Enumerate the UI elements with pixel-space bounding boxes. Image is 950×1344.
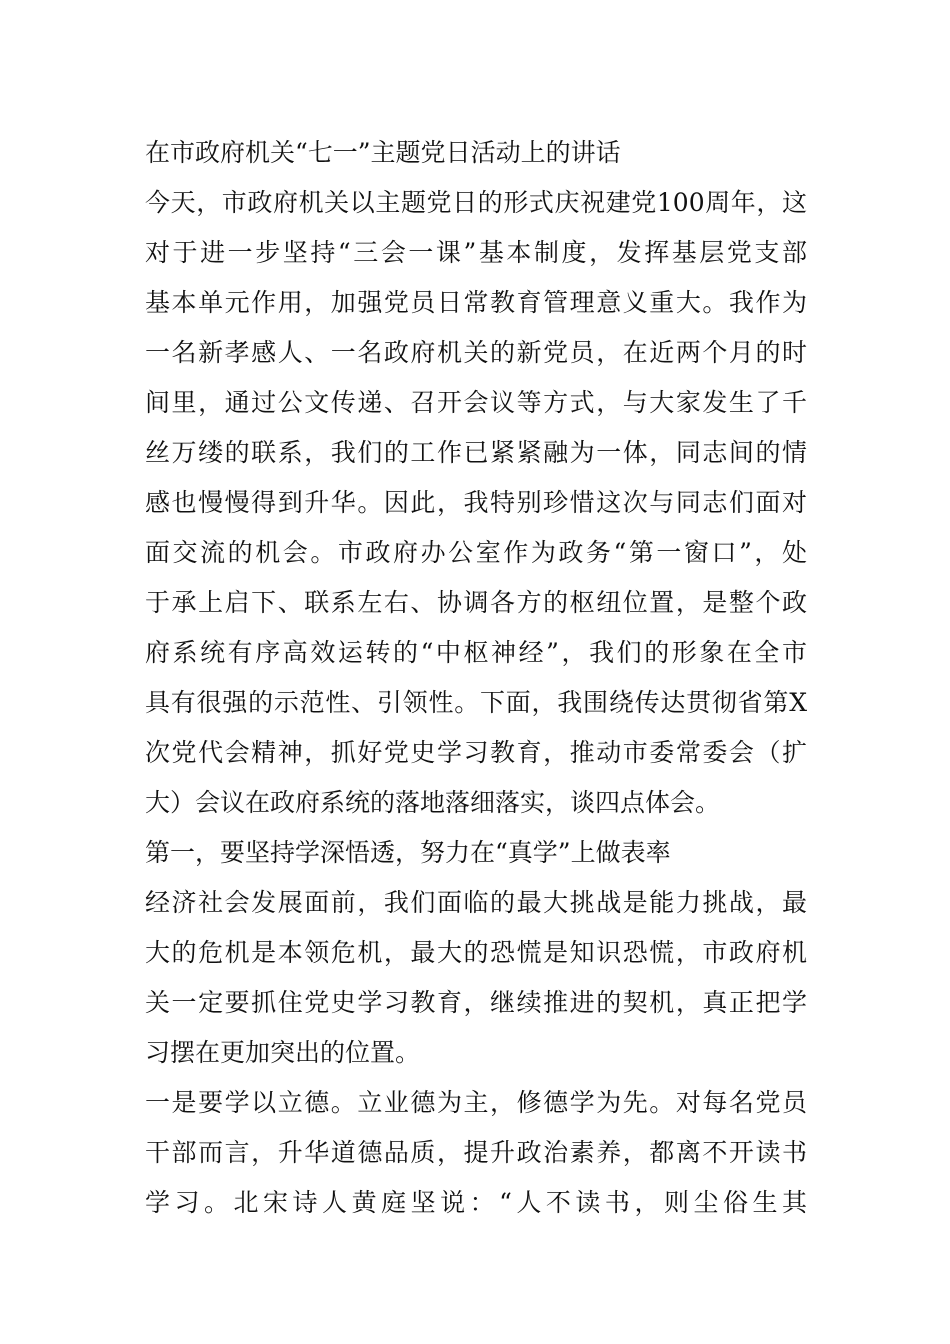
text-line: 次党代会精神，抓好党史学习教育，推动市委常委会（扩 [145,738,807,767]
text-line: 面交流的机会。市政府办公室作为政务“第一窗口”，处 [145,538,807,567]
text-line: 感也慢慢得到升华。因此，我特别珍惜这次与同志们面对 [145,488,807,517]
text-line: 干部而言，升华道德品质，提升政治素养，都离不开读书 [145,1138,807,1167]
text-line: 对于进一步坚持“三会一课”基本制度，发挥基层党支部 [145,238,807,267]
text-line: 府系统有序高效运转的“中枢神经”，我们的形象在全市 [145,638,807,667]
text-line: 间里，通过公文传递、召开会议等方式，与大家发生了千 [145,388,807,417]
document-body [145,128,807,1228]
section-heading: 第一，要坚持学深悟透，努力在“真学”上做表率 [145,838,671,867]
text-line: 学习。北宋诗人黄庭坚说：“人不读书，则尘俗生其 [145,1188,807,1217]
text-line: 一是要学以立德。立业德为主，修德学为先。对每名党员 [145,1088,807,1117]
text-line: 大的危机是本领危机，最大的恐慌是知识恐慌，市政府机 [145,938,807,967]
text-line: 具有很强的示范性、引领性。下面，我围绕传达贯彻省第X [145,688,807,717]
text-line: 经济社会发展面前，我们面临的最大挑战是能力挑战，最 [145,888,807,917]
text-line: 习摆在更加突出的位置。 [145,1038,421,1067]
text-line: 于承上启下、联系左右、协调各方的枢纽位置，是整个政 [145,588,807,617]
text-line: 丝万缕的联系，我们的工作已紧紧融为一体，同志间的情 [145,438,807,467]
text-line: 一名新孝感人、一名政府机关的新党员，在近两个月的时 [145,338,807,367]
text-line: 关一定要抓住党史学习教育，继续推进的契机，真正把学 [145,988,807,1017]
document-title: 在市政府机关“七一”主题党日活动上的讲话 [145,138,621,167]
text-line: 基本单元作用，加强党员日常教育管理意义重大。我作为 [145,288,807,317]
text-line: 大）会议在政府系统的落地落细落实，谈四点体会。 [145,788,721,817]
text-line: 今天，市政府机关以主题党日的形式庆祝建党100周年，这 [145,188,807,217]
